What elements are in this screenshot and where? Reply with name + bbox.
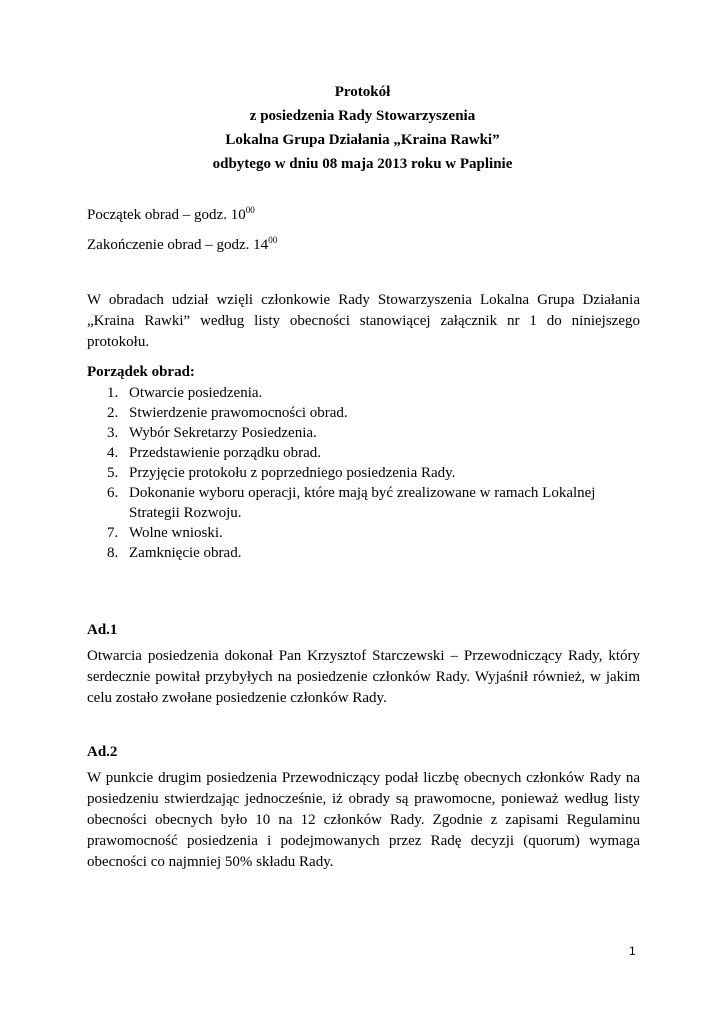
protocol-title xyxy=(0,80,725,176)
agenda-item-number: 2. xyxy=(107,405,119,421)
agenda-item xyxy=(87,483,647,523)
end-time-minutes: 00 xyxy=(268,235,278,245)
attendance-paragraph: W obradach udział wzięli członkowie Rady Stowarzyszenia Lokalna Grupa Działania „Kraina Rawki” według listy obecności stanowiącej załącznik nr 1 do niniejszego protokołu. xyxy=(87,292,640,350)
agenda-item-number: 7. xyxy=(107,525,119,541)
agenda-item xyxy=(87,543,647,563)
end-time xyxy=(87,230,277,260)
page-number: 1 xyxy=(629,944,636,958)
agenda-item-number: 6. xyxy=(107,485,119,501)
agenda-item-number: 1. xyxy=(107,385,119,401)
section-heading-ad1: Ad.1 xyxy=(87,622,118,638)
agenda-list xyxy=(87,383,647,563)
agenda-item-number: 5. xyxy=(107,465,119,481)
agenda-item xyxy=(87,403,647,423)
section-text-ad2: W punkcie drugim posiedzenia Przewodniczący podał liczbę obecnych członków Rady na posiedzeniu stwierdzając jednocześnie, iż obrady są prawomocne, ponieważ według listy obecności obecnych było 10 na 12 członków Rady. Zgodnie z zapisami Regulaminu prawomocność posiedzenia i podejmowanych przez Radę decyzji (quorum) wymaga obecności co najmniej 50% składu Rady. xyxy=(87,770,640,870)
agenda-item-text: Dokonanie wyboru operacji, które mają być zrealizowane w ramach Lokalnej Strategii Rozwoju. xyxy=(129,485,596,521)
agenda-item-text: Wolne wnioski. xyxy=(129,525,223,541)
agenda-item-text: Przyjęcie protokołu z poprzedniego posiedzenia Rady. xyxy=(129,465,456,481)
agenda-item-text: Przedstawienie porządku obrad. xyxy=(129,445,322,461)
section-heading-ad2: Ad.2 xyxy=(87,744,118,760)
agenda-item-number: 3. xyxy=(107,425,119,441)
agenda-item xyxy=(87,523,647,543)
agenda-item xyxy=(87,463,647,483)
title-line-4: odbytego w dniu 08 maja 2013 roku w Paplinie xyxy=(212,156,513,172)
agenda-item-number: 8. xyxy=(107,545,119,561)
end-time-label: Zakończenie obrad – godz. 14 xyxy=(87,237,269,253)
meeting-times xyxy=(87,200,277,260)
start-time xyxy=(87,200,277,230)
start-time-label: Początek obrad – godz. 10 xyxy=(87,207,246,223)
agenda-heading: Porządek obrad: xyxy=(87,364,195,380)
agenda-item xyxy=(87,423,647,443)
agenda-item-number: 4. xyxy=(107,445,119,461)
agenda-item-text: Otwarcie posiedzenia. xyxy=(129,385,263,401)
section-text-ad1: Otwarcia posiedzenia dokonał Pan Krzysztof Starczewski – Przewodniczący Rady, który serdecznie powitał przybyłych na posiedzenie członków Rady. Wyjaśnił również, w jakim celu zostało zwołane posiedzenie członków Rady. xyxy=(87,648,640,706)
agenda-item-text: Stwierdzenie prawomocności obrad. xyxy=(129,405,348,421)
agenda-item-text: Zamknięcie obrad. xyxy=(129,545,242,561)
agenda-item xyxy=(87,443,647,463)
title-line-1: Protokół xyxy=(334,84,391,100)
title-line-3: Lokalna Grupa Działania „Kraina Rawki” xyxy=(225,132,500,148)
agenda-item xyxy=(87,383,647,403)
agenda-item-text: Wybór Sekretarzy Posiedzenia. xyxy=(129,425,317,441)
start-time-minutes: 00 xyxy=(245,205,255,215)
title-line-2: z posiedzenia Rady Stowarzyszenia xyxy=(249,108,476,124)
